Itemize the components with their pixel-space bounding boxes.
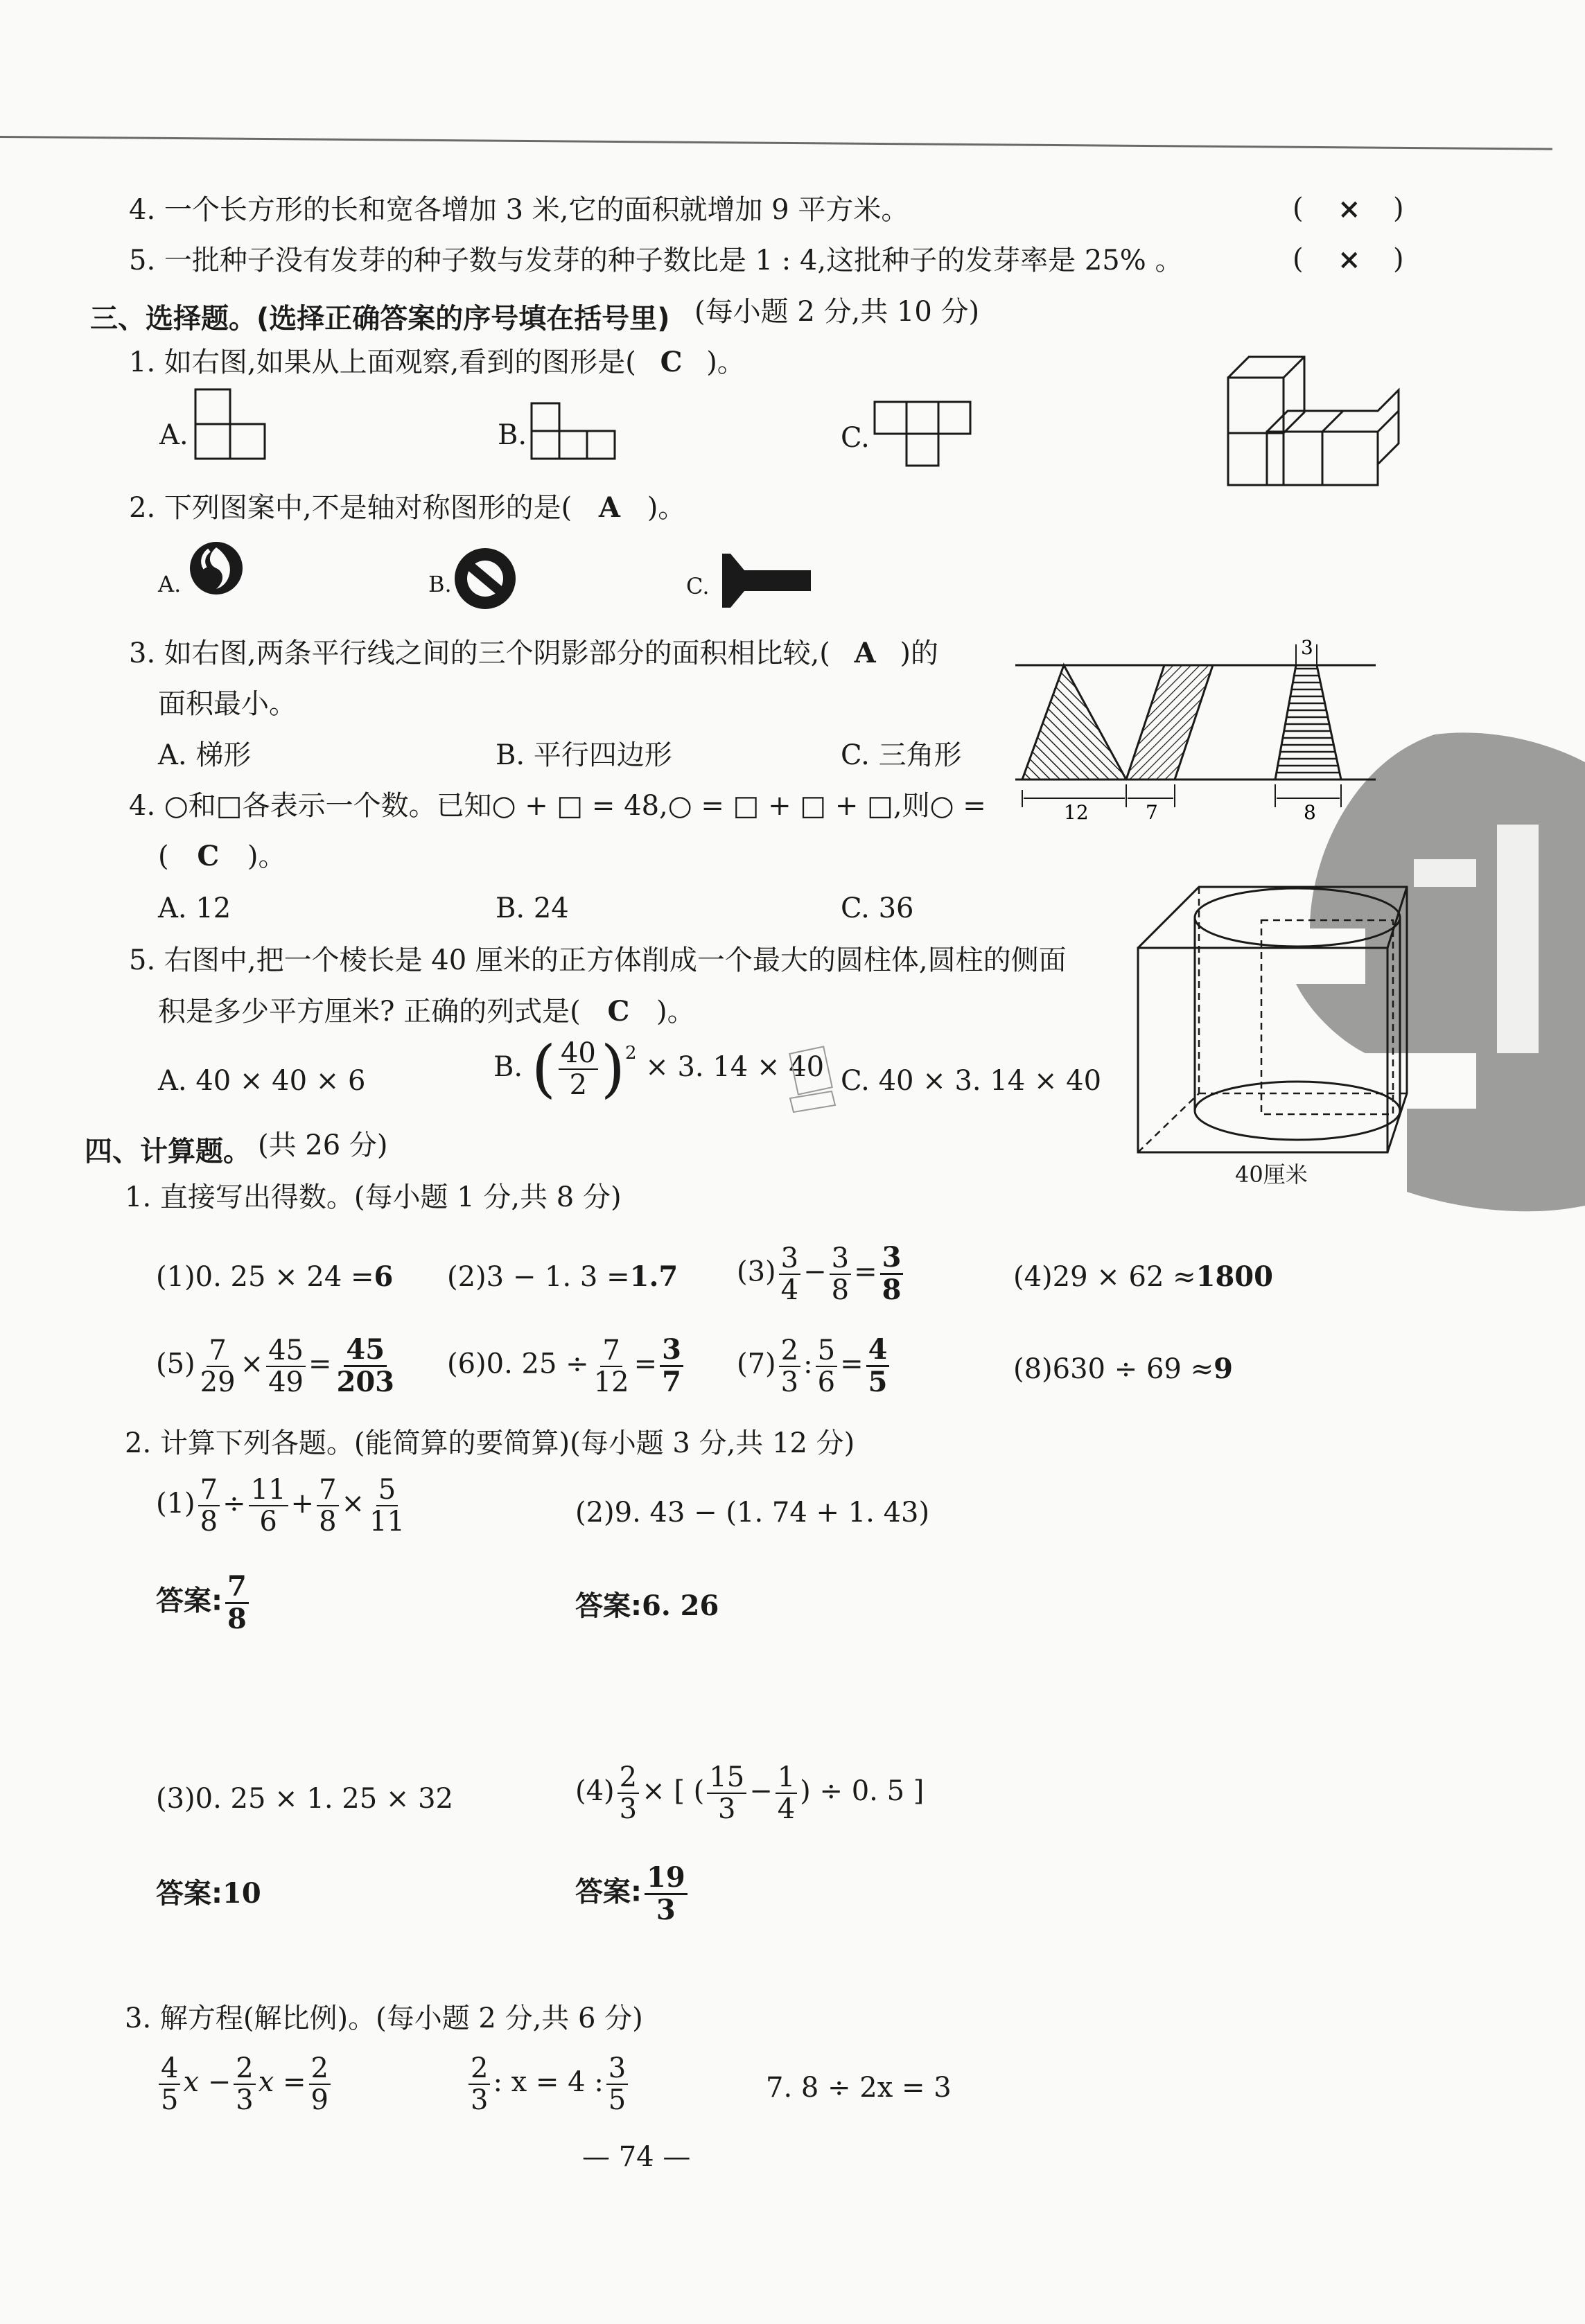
- s3-q3-line2: 面积最小。: [158, 688, 297, 720]
- s3-q3-text: 3. 如右图,两条平行线之间的三个阴影部分的面积相比较,( A )的: [129, 637, 939, 669]
- s3-q1-option-b-figure: [530, 402, 620, 464]
- s4-p1-item3: (3) $\frac{3}{4}$ − $\frac{3}{8}$ = $\frac{3}{8}$: [737, 1244, 906, 1304]
- s4-p2-answer1: 答案: $\frac{7}{8}$: [156, 1573, 252, 1633]
- s3-q1-option-c: C.: [841, 422, 870, 454]
- publisher-stamp-icon: [783, 1043, 846, 1119]
- s4-p1-item4: (4)29 × 62 ≈1800: [1013, 1260, 1273, 1293]
- tf-q5-answer: ×: [1338, 243, 1361, 276]
- s3-q3-fig-top: 3: [1301, 636, 1313, 659]
- tf-q4-close: ): [1393, 193, 1404, 225]
- s3-q4-line1: 4. ○和□各表示一个数。已知○ + □ = 48,○ = □ + □ + □,则○ =: [129, 790, 986, 822]
- s3-q4-line2: ( C )。: [158, 840, 286, 872]
- tf-q4: 4. 一个长方形的长和宽各增加 3 米,它的面积就增加 9 平方米。: [129, 194, 909, 226]
- s4-p3-eq3: 7. 8 ÷ 2x = 3: [766, 2072, 952, 2104]
- s4-p1-item6: (6)0. 25 ÷ $\frac{7}{12}$ = $\frac{3}{7}$: [447, 1336, 686, 1396]
- s3-q3-fig-d3: 8: [1304, 801, 1316, 824]
- s3-q3-figure: [1015, 637, 1383, 825]
- s3-q5-fig-label: 40厘米: [1235, 1161, 1308, 1188]
- s3-q4-option-c: C. 36: [841, 892, 914, 924]
- section3-title: 三、选择题。(选择正确答案的序号填在括号里): [90, 303, 670, 335]
- s4-p2-answer2: 答案:6. 26: [575, 1590, 719, 1622]
- s4-p3-eq1: $\frac{4}{5}$ x − $\frac{2}{3}$ x = $\frac{2}{9}$: [156, 2054, 333, 2114]
- tf-q5: 5. 一批种子没有发芽的种子数与发芽的种子数比是 1 : 4,这批种子的发芽率是 25% 。: [129, 245, 1183, 276]
- s3-q5-line1: 5. 右图中,把一个棱长是 40 厘米的正方体削成一个最大的圆柱体,圆柱的侧面: [129, 944, 1067, 976]
- s3-q2-option-b: B.: [428, 571, 452, 597]
- s4-p3-title: 3. 解方程(解比例)。(每小题 2 分,共 6 分): [125, 2002, 643, 2034]
- s4-p3-eq2: $\frac{2}{3}$ : x = 4 : $\frac{3}{5}$: [466, 2054, 631, 2114]
- s3-q2-option-c-figure: [721, 551, 818, 606]
- s3-q1-text: 1. 如右图,如果从上面观察,看到的图形是( C )。: [129, 346, 745, 378]
- s4-p2-answer4: 答案: $\frac{19}{3}$: [575, 1864, 690, 1924]
- s3-q3-answer: A: [854, 637, 876, 669]
- s3-q2-option-a-figure: [189, 540, 251, 603]
- s3-q5-answer: C: [607, 995, 630, 1028]
- tf-q5-open: (: [1293, 243, 1304, 275]
- s3-q1-answer: C: [660, 346, 683, 378]
- s3-q1-option-a-figure: [194, 388, 270, 471]
- s3-q3-option-c: C. 三角形: [841, 739, 962, 771]
- s4-p1-item8: (8)630 ÷ 69 ≈9: [1013, 1353, 1233, 1385]
- s4-p2-q2: (2)9. 43 − (1. 74 + 1. 43): [575, 1497, 930, 1529]
- tf-q4-answer: ×: [1338, 193, 1361, 225]
- tf-q4-open: (: [1293, 193, 1304, 225]
- s3-q2-option-a: A.: [158, 571, 182, 597]
- s4-p2-answer3: 答案:10: [156, 1877, 261, 1910]
- s3-q2-option-b-figure: [454, 547, 523, 617]
- s3-q1-option-b: B.: [498, 419, 527, 451]
- s4-p1-item2: (2)3 − 1. 3 =1.7: [447, 1260, 678, 1293]
- s3-q3-fig-d1: 12: [1064, 801, 1089, 824]
- s3-q1-option-a: A.: [159, 419, 189, 451]
- s3-q5-option-c: C. 40 × 3. 14 × 40: [841, 1065, 1102, 1097]
- s3-q5-cube-cylinder-figure: [1137, 886, 1414, 1163]
- s3-q2-answer: A: [598, 491, 620, 524]
- s4-p1-item7: (7) $\frac{2}{3}$ : $\frac{5}{6}$ = $\frac{4}{5}$: [737, 1336, 892, 1396]
- s3-q3-option-a: A. 梯形: [158, 739, 252, 771]
- s4-p2-title: 2. 计算下列各题。(能简算的要简算)(每小题 3 分,共 12 分): [125, 1427, 855, 1459]
- s4-p1-item1: (1)0. 25 × 24 =6: [156, 1260, 394, 1293]
- s3-q4-answer: C: [197, 840, 220, 872]
- section4-title: 四、计算题。: [85, 1136, 251, 1168]
- section4-note: (共 26 分): [258, 1129, 388, 1161]
- s3-q2-text: 2. 下列图案中,不是轴对称图形的是( A )。: [129, 491, 686, 524]
- s3-q1-solid-figure: [1227, 350, 1407, 488]
- s3-q5-option-b: B. ( $\frac{40}{2}$ )$^2$ × 3. 14 × 40: [493, 1032, 825, 1105]
- s4-p2-q3: (3)0. 25 × 1. 25 × 32: [156, 1783, 454, 1815]
- s3-q4-option-a: A. 12: [158, 892, 231, 924]
- s3-q2-option-c: C.: [686, 573, 710, 599]
- tf-q5-close: ): [1393, 243, 1404, 275]
- page-number: — 74 —: [582, 2141, 691, 2173]
- s3-q5-line2: 积是多少平方厘米? 正确的列式是( C )。: [158, 995, 695, 1028]
- s3-q4-option-b: B. 24: [496, 892, 569, 924]
- s3-q3-fig-d2: 7: [1146, 801, 1158, 824]
- s3-q3-option-b: B. 平行四边形: [496, 739, 672, 771]
- s4-p2-q1: (1) $\frac{7}{8}$ ÷ $\frac{11}{6}$ + $\frac{7}{8}$ × $\frac{5}{11}$: [156, 1474, 405, 1538]
- s4-p1-title: 1. 直接写出得数。(每小题 1 分,共 8 分): [125, 1181, 622, 1213]
- section3-note: (每小题 2 分,共 10 分): [694, 296, 980, 328]
- header-rule: [0, 136, 1552, 150]
- s3-q1-option-c-figure: [873, 400, 977, 470]
- s3-q5-option-a: A. 40 × 40 × 6: [158, 1065, 366, 1097]
- s4-p1-item5: (5) $\frac{7}{29}$ × $\frac{45}{49}$ = $\frac{45}{203}$: [156, 1333, 395, 1398]
- s4-p2-q4: (4) $\frac{2}{3}$ × [ ( $\frac{15}{3}$ − $\frac{1}{4}$ ) ÷ 0. 5 ]: [575, 1761, 925, 1825]
